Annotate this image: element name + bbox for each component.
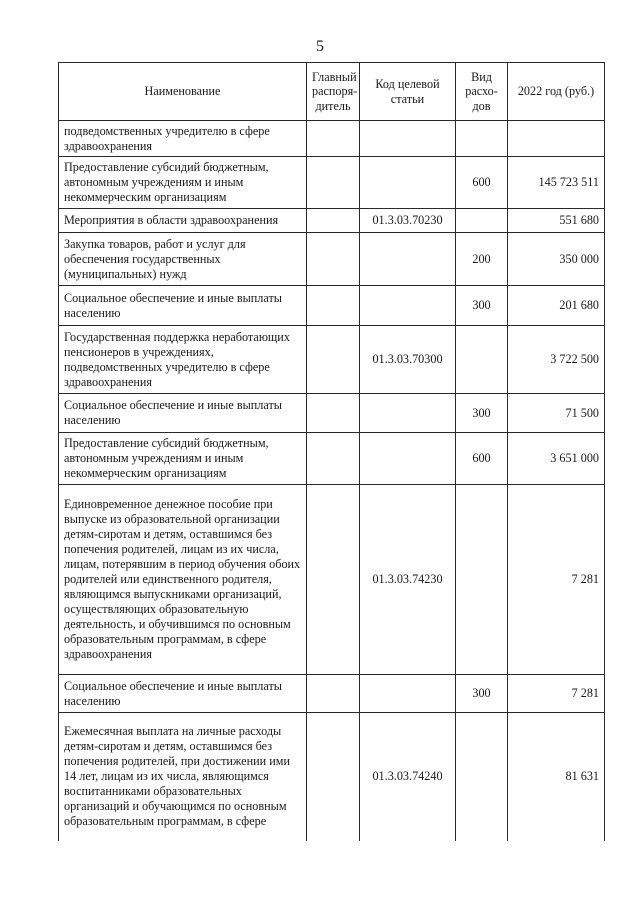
row-name: Социальное обеспечение и иные выплаты населению [59,394,307,433]
row-administrator [307,394,360,433]
row-name: Социальное обеспечение и иные выплаты населению [59,286,307,326]
row-administrator [307,433,360,485]
table-row [59,233,605,286]
row-name: подведомственных учредителю в сфере здравоохранения [59,121,307,157]
row-code: 01.3.03.74240 [360,713,456,841]
row-type: 200 [456,233,508,286]
row-type: 300 [456,394,508,433]
row-type [456,326,508,394]
row-code: 01.3.03.70230 [360,209,456,233]
row-code [360,433,456,485]
row-code [360,675,456,713]
row-administrator [307,121,360,157]
row-amount: 145 723 511 [508,157,605,209]
row-administrator [307,675,360,713]
row-amount: 81 631 [508,713,605,841]
row-name: Социальное обеспечение и иные выплаты населению [59,675,307,713]
row-amount: 71 500 [508,394,605,433]
row-name: Государственная поддержка неработающих пенсионеров в учреждениях, подведомственных учредителю в сфере здравоохранения [59,326,307,394]
budget-table [58,62,605,841]
row-type [456,485,508,675]
row-type [456,209,508,233]
row-code [360,286,456,326]
row-administrator [307,326,360,394]
table-header-row [59,63,605,121]
row-amount: 7 281 [508,675,605,713]
row-code [360,394,456,433]
row-amount: 551 680 [508,209,605,233]
row-amount [508,121,605,157]
row-administrator [307,485,360,675]
row-name: Предоставление субсидий бюджетным, автономным учреждениям и иным некоммерческим организациям [59,433,307,485]
row-name: Ежемесячная выплата на личные расходы детям-сиротам и детям, оставшимся без попечения родителей, при достижении ими 14 лет, лицам из их числа, являющимся воспитанниками образовательных организаций и обучающимся по основным образовательным программам, в сфере [59,713,307,841]
row-code: 01.3.03.74230 [360,485,456,675]
header-year-amount: 2022 год (руб.) [508,63,605,121]
table-row [59,433,605,485]
row-code [360,233,456,286]
page-number: 5 [316,38,324,55]
table-row [59,713,605,841]
table-row [59,157,605,209]
header-name: Наименование [59,63,307,121]
row-type: 300 [456,675,508,713]
row-amount: 201 680 [508,286,605,326]
table-row [59,485,605,675]
row-administrator [307,157,360,209]
row-type: 600 [456,433,508,485]
row-administrator [307,286,360,326]
table-row [59,121,605,157]
row-code [360,157,456,209]
table-row [59,326,605,394]
row-code [360,121,456,157]
header-administrator: Главный распоря-дитель [307,63,360,121]
row-type: 300 [456,286,508,326]
row-administrator [307,713,360,841]
table-row [59,394,605,433]
row-name: Предоставление субсидий бюджетным, автономным учреждениям и иным некоммерческим организациям [59,157,307,209]
table-row [59,675,605,713]
row-name: Единовременное денежное пособие при выпуске из образовательной организации детям-сиротам и детям, оставшимся без попечения родителей, лицам из их числа, лицам, потерявшим в период обучения обоих родителей или единственного родителя, являющимся выпускниками организаций, осуществляющих образовательную деятельность, и обучившимся по основным образовательным программам, в сфере здравоохранения [59,485,307,675]
row-amount: 350 000 [508,233,605,286]
row-type: 600 [456,157,508,209]
row-amount: 7 281 [508,485,605,675]
table-row [59,209,605,233]
header-target-code: Код целевой статьи [360,63,456,121]
row-code: 01.3.03.70300 [360,326,456,394]
row-type [456,121,508,157]
row-amount: 3 651 000 [508,433,605,485]
table-row [59,286,605,326]
header-expense-type: Вид расхо-дов [456,63,508,121]
row-name: Закупка товаров, работ и услуг для обеспечения государственных (муниципальных) нужд [59,233,307,286]
row-administrator [307,209,360,233]
row-name: Мероприятия в области здравоохранения [59,209,307,233]
row-type [456,713,508,841]
row-administrator [307,233,360,286]
row-amount: 3 722 500 [508,326,605,394]
